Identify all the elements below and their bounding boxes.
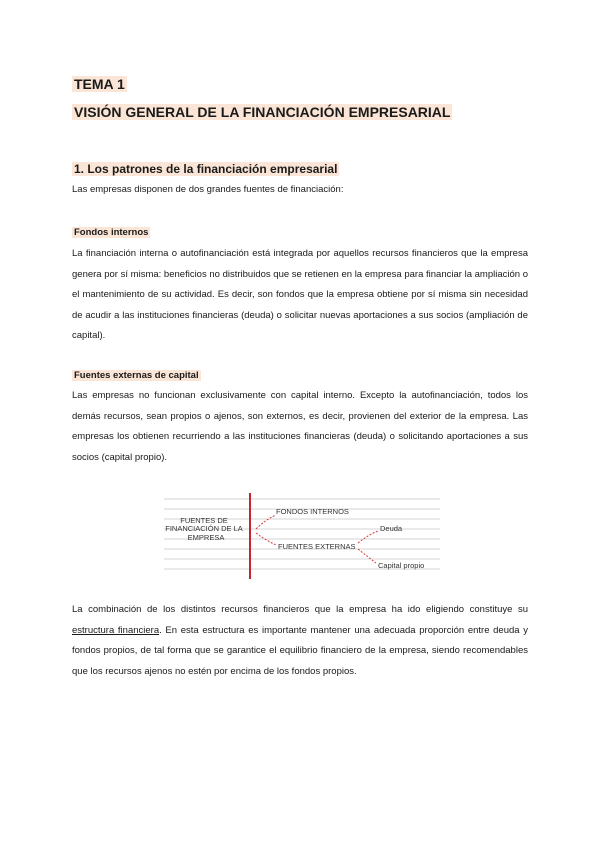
root-label-line2: FINANCIACIÓN DE LA bbox=[165, 524, 243, 533]
connector-to-internos bbox=[256, 515, 276, 529]
leaf-deuda: Deuda bbox=[380, 524, 403, 533]
closing-text-after: . En esta estructura es importante mantener una adecuada proporción entre deuda y fondos propios, de tal forma que se garantice el equilibrio financiero de la empresa, siendo recomendables que los recursos ajenos no estén por encima de los fondos propios. bbox=[72, 624, 528, 677]
tema-label-text: TEMA 1 bbox=[74, 76, 125, 92]
closing-text-before: La combinación de los distintos recursos financieros que la empresa ha ido eligiendo constituye su bbox=[72, 604, 528, 615]
subheading-fuentes-externas bbox=[72, 370, 201, 381]
tema-label bbox=[72, 76, 127, 92]
section-heading-text: 1. Los patrones de la financiación empresarial bbox=[74, 162, 338, 176]
connector-to-capital bbox=[358, 549, 376, 563]
estructura-financiera-link: estructura financiera bbox=[72, 624, 160, 636]
paragraph-fuentes-externas: Las empresas no funcionan exclusivamente con capital interno. Excepto la autofinanciación, todos los demás recursos, sean propios o ajenos, son externos, es decir, provienen del exterior de la empresa. Las empresas los obtienen recurriendo a las instituciones financieras (deuda) o solicitando aportaciones a sus socios (capital propio). bbox=[72, 390, 528, 463]
root-label-line1: FUENTES DE bbox=[180, 516, 228, 525]
document-title-text: VISIÓN GENERAL DE LA FINANCIACIÓN EMPRESARIAL bbox=[74, 104, 451, 120]
financing-sources-diagram bbox=[164, 491, 440, 581]
section-intro: Las empresas disponen de dos grandes fuentes de financiación: bbox=[72, 184, 344, 195]
document-title bbox=[72, 104, 452, 120]
connector-to-deuda bbox=[358, 531, 378, 543]
paragraph-fondos-internos: La financiación interna o autofinanciación está integrada por aquellos recursos financieros que la empresa genera por sí misma: beneficios no distribuidos que se retienen en la empresa para financiar la ampliación o el mantenimiento de su actividad. Es decir, son fondos que la empresa obtiene por sí misma sin necesidad de acudir a las instituciones financieras (deuda) o solicitar nuevas aportaciones a sus socios (ampliación de capital). bbox=[72, 248, 528, 341]
branch-fuentes-externas: FUENTES EXTERNAS bbox=[278, 542, 356, 551]
branch-fondos-internos: FONDOS INTERNOS bbox=[276, 507, 349, 516]
leaf-capital-propio: Capital propio bbox=[378, 561, 425, 570]
root-label-line3: EMPRESA bbox=[187, 533, 225, 542]
subheading-fondos-internos-text: Fondos internos bbox=[74, 227, 149, 238]
subheading-fondos-internos bbox=[72, 227, 150, 238]
section-heading bbox=[72, 162, 339, 176]
subheading-fuentes-externas-text: Fuentes externas de capital bbox=[74, 370, 199, 381]
paragraph-closing bbox=[72, 600, 528, 682]
